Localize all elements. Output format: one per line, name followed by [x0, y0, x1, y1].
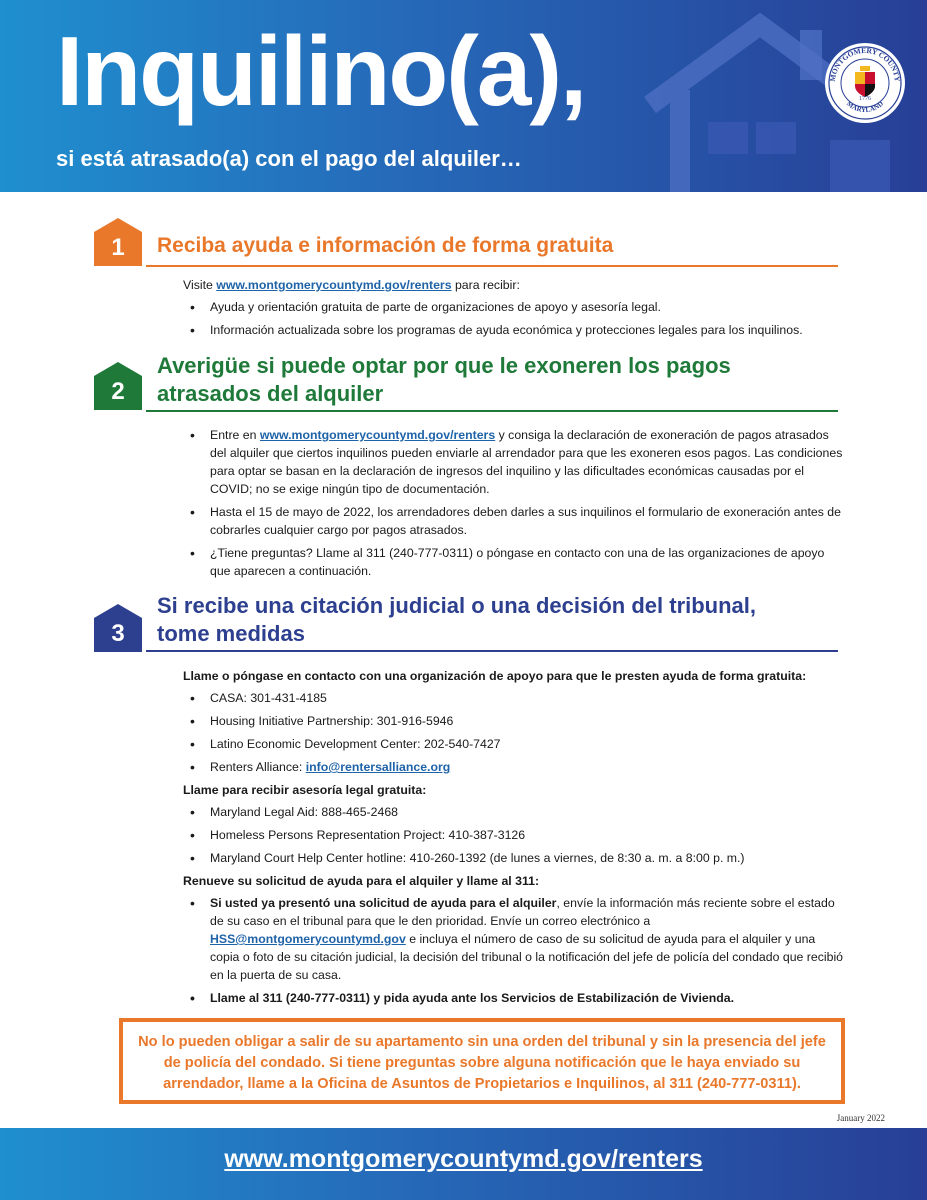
list-item: • Entre en www.montgomerycountymd.gov/renters y consiga la declaración de exoneración de pagos atrasados del alquiler que ciertos inquilinos pueden enviarle al arrendador para que les exoneren esos pagos. Las condiciones para optar se basan en la declaración de ingresos del inquilino y las dificultades económicas causadas por el COVID; no se exige ningún tipo de documentación. [183, 426, 843, 498]
seal-bottom-text: MARYLAND [844, 99, 886, 115]
eviction-notice-box [119, 1018, 845, 1104]
section-2-body [183, 426, 843, 585]
section-2-rule [146, 410, 838, 412]
publication-date: January 2022 [836, 1113, 885, 1123]
section-1-intro: Visite www.montgomerycountymd.gov/renters para recibir: [183, 278, 520, 292]
section-3-badge [94, 604, 142, 652]
list-item: • Maryland Court Help Center hotline: 410-260-1392 (de lunes a viernes, de 8:30 a. m. a 8:00 p. m.) [183, 849, 843, 867]
section-3-header [94, 592, 838, 654]
contact-heading: Llame o póngase en contacto con una organización de apoyo para que le presten ayuda de forma gratuita: [183, 669, 807, 683]
header-banner [0, 0, 927, 192]
section-2-title: Averigüe si puede optar por que le exoneren los pagos atrasados del alquiler [157, 353, 731, 406]
section-3-rule [146, 650, 838, 652]
section-1-badge [94, 218, 142, 266]
legal-heading: Llame para recibir asesoría legal gratuita: [183, 783, 427, 797]
footer-url-link[interactable]: www.montgomerycountymd.gov/renters [224, 1145, 703, 1173]
hss-email-link[interactable]: HSS@montgomerycountymd.gov [210, 932, 406, 946]
footer-banner [0, 1128, 927, 1200]
list-item: • Renters Alliance: info@rentersalliance.org [183, 758, 843, 776]
list-item: • Maryland Legal Aid: 888-465-2468 [183, 803, 843, 821]
section-3-number: 3 [111, 620, 125, 647]
section-2-number: 2 [111, 378, 125, 405]
section-1-body [183, 276, 843, 344]
page-title: Inquilino(a), [56, 16, 586, 126]
section-1-rule [146, 265, 838, 267]
renters-alliance-email-link[interactable]: info@rentersalliance.org [305, 760, 451, 774]
section-3-title: Si recibe una citación judicial o una decisión del tribunal, tome medidas [157, 593, 757, 646]
renters-site-link-2[interactable]: www.montgomerycountymd.gov/renters [259, 428, 496, 442]
list-item: • Llame al 311 (240-777-0311) y pida ayuda ante los Servicios de Estabilización de Vivienda. [183, 989, 843, 1007]
list-item: • CASA: 301-431-4185 [183, 689, 843, 707]
page-subtitle: si está atrasado(a) con el pago del alquiler… [56, 146, 522, 171]
list-item: • Latino Economic Development Center: 202-540-7427 [183, 735, 843, 753]
list-item: • Hasta el 15 de mayo de 2022, los arrendadores deben darles a sus inquilinos el formulario de exoneración antes de cobrarles cualquier cargo por pagos atrasados. [183, 503, 843, 539]
seal-top-text: MONTGOMERY COUNTY [827, 45, 903, 83]
list-item: • Ayuda y orientación gratuita de parte de organizaciones de apoyo y asesoría legal. [183, 298, 843, 316]
renters-site-link[interactable]: www.montgomerycountymd.gov/renters [216, 278, 452, 292]
list-item: • Homeless Persons Representation Project: 410-387-3126 [183, 826, 843, 844]
section-1-title: Reciba ayuda e información de forma gratuita [157, 234, 614, 257]
county-seal-icon [824, 42, 906, 124]
list-item: • ¿Tiene preguntas? Llame al 311 (240-777-0311) o póngase en contacto con una de las organizaciones de apoyo que aparecen a continuación. [183, 544, 843, 580]
notice-text: No lo pueden obligar a salir de su apartamento sin una orden del tribunal y sin la presencia del jefe de policía del condado. Si tiene preguntas sobre alguna notificación que le haya enviado su arrendador, llame a la Oficina de Asuntos de Propietarios e Inquilinos, al 311 (240-777-0311). [138, 1034, 826, 1092]
list-item: • Información actualizada sobre los programas de ayuda económica y protecciones legales para los inquilinos. [183, 321, 843, 339]
list-item: • Si usted ya presentó una solicitud de ayuda para el alquiler, envíe la información más reciente sobre el estado de su caso en el tribunal para que le den prioridad. Envíe un correo electrónico a HSS@montgomerycountymd.gov e incluya el número de caso de su solicitud de ayuda para el alquiler y una copia o foto de su citación judicial, la decisión del tribunal o la notificación del jefe de policía del condado que recibió en la puerta de su casa. [183, 894, 843, 984]
renew-heading: Renueve su solicitud de ayuda para el alquiler y llame al 311: [183, 874, 540, 888]
list-item: • Housing Initiative Partnership: 301-916-5946 [183, 712, 843, 730]
section-2-header [94, 352, 838, 414]
section-1-number: 1 [111, 234, 125, 261]
seal-year: 1776 [859, 96, 871, 102]
section-3-body [183, 665, 843, 1012]
section-2-badge [94, 362, 142, 410]
section-1-header [94, 218, 838, 268]
